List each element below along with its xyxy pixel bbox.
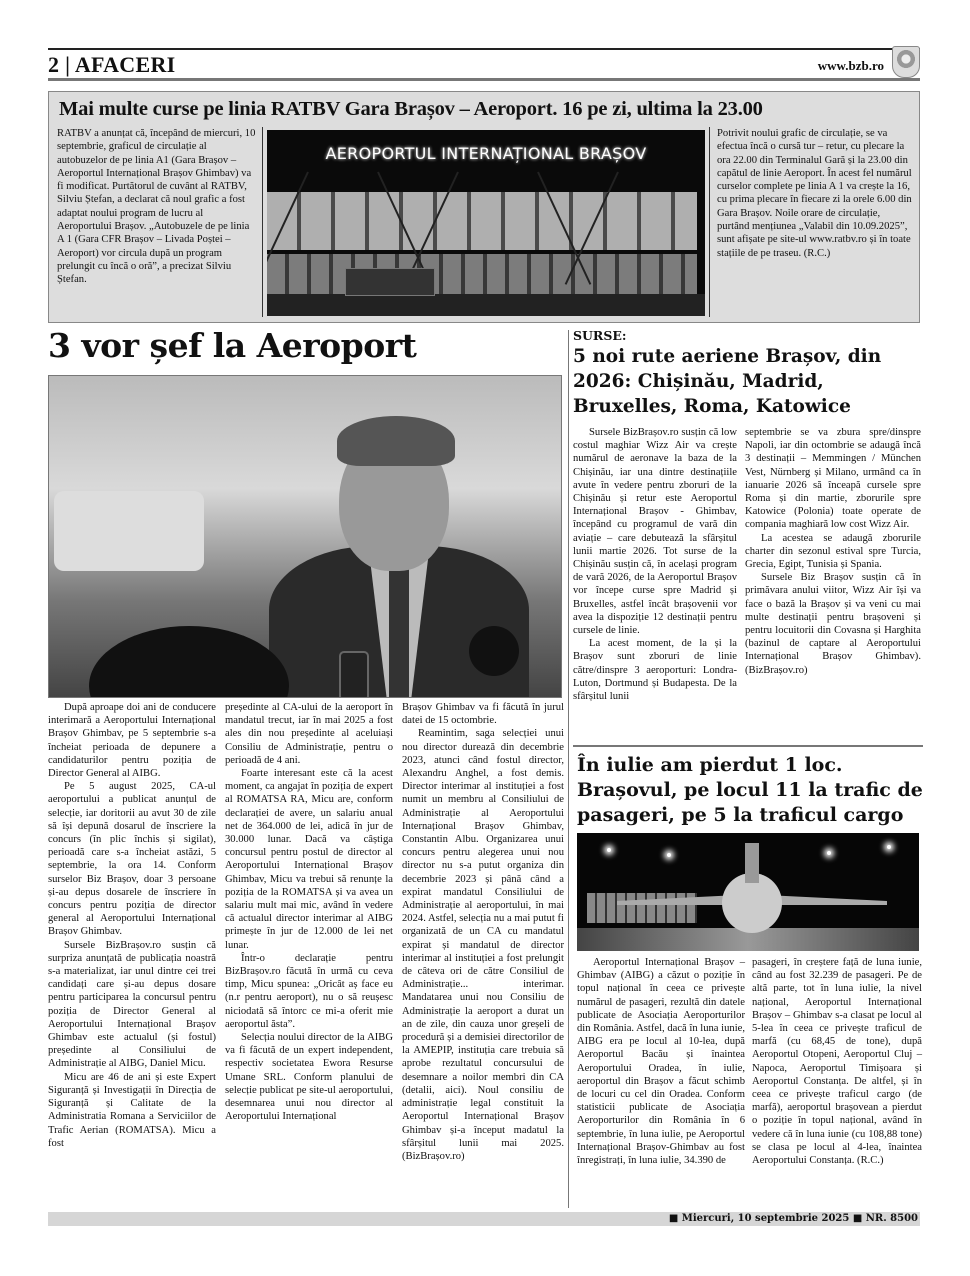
- routes-article-title: 5 noi rute aeriene Brașov, din 2026: Chișinău, Madrid, Bruxelles, Roma, Katowice: [573, 346, 882, 417]
- paragraph: septembrie se va zbura spre/dinspre Napoli, iar din octombrie se adaugă încă 3 destinații – Memmingen / München Vest, Nürnberg și Milano, urmând ca în ianuarie 2026 să înceapă cursele spre Roma și din martie, zborurile spre Katowice (Polonia) toate operate de compania maghiară low cost Wizz Air.: [745, 427, 921, 531]
- floodlight: [887, 845, 891, 849]
- column-divider: [568, 330, 569, 1208]
- person-tie: [389, 561, 409, 698]
- reporter-head: [89, 626, 289, 698]
- paragraph: Sursele BizBrașov.ro susțin că surpriza anunțată de publicația noastră s-a materializat, iar unul dintre cei trei candidați care și-au depus dosare pentru participarea la concursul pentru poziția de Director General al Aeroportului Internațional Brașov Ghimbav este actualul (și fostul) președinte al Consiliului de Administrație al AIBG, Daniel Micu.: [48, 939, 216, 1070]
- paragraph: președinte al CA-ului de la aeroport în mandatul trecut, iar în mai 2025 a fost ales din nou președinte al aceluiași Consiliu de Administrație, pentru o perioadă de 4 ani.: [225, 702, 393, 766]
- airplane-tail: [745, 843, 759, 883]
- paragraph: La acestea se adaugă zborurile charter din sezonul estival spre Turcia, Grecia, Egipt, Tunisia și Spania.: [745, 532, 921, 571]
- main-article-column-3: [402, 701, 564, 1163]
- ratbv-article-left-text: RATBV a anunțat că, începând de miercuri, 10 septembrie, graficul de circulație al autobuzelor de pe linia A1 (Gara Brașov – Aeroportul Internațional Brașov Ghimbav) va fi modificat. Purtătorul de cuvânt al RATBV, Silviu Ștefan, a declarat că noul grafic a fost adaptat noului program de lucru al Aeroportului Brașov. „Autobuzele de pe linia A 1 (Gara CFR Brașov – Livada Poștei – Aeroport) vor circula după un program prelungit cu încă o oră”, a precizat Silviu Ștefan.: [57, 127, 263, 317]
- floodlight: [607, 848, 611, 852]
- floodlight: [827, 851, 831, 855]
- airport-terminal-photo: [267, 130, 705, 316]
- paragraph: Micu are 46 de ani și este Expert Siguranță și Investigații în Direcția de Siguranță și Calitate de la Administratia Romana a Serviciilor de Trafic Aerian (ROMATSA). Micu a fost: [48, 1071, 216, 1149]
- paragraph: Brașov Ghimbav va fi făcută în jurul datei de 15 octombrie.: [402, 702, 564, 727]
- website-link[interactable]: www.bzb.ro: [817, 58, 884, 73]
- terminal-facade-lower: [267, 254, 697, 294]
- coat-of-arms-icon: [892, 46, 920, 78]
- micu-interview-photo: [48, 375, 562, 698]
- terminal-facade: [267, 192, 697, 250]
- main-article-title: 3 vor șef la Aeroport: [48, 326, 417, 365]
- traffic-article-title: În iulie am pierdut 1 loc. Brașovul, pe locul 11 la trafic de pasageri, pe 5 la traficul cargo: [577, 754, 923, 826]
- traffic-column-1: [577, 956, 745, 1167]
- phone-recorder: [339, 651, 369, 698]
- page-header: [48, 52, 920, 78]
- terminal-building: [587, 893, 697, 923]
- paragraph: La acest moment, de la și la Brașov sunt zboruri de linie către/dinspre 3 aeroporturi: Londra-Luton, Dortmund și Budapesta. De la sfârșitul lunii: [573, 638, 737, 703]
- road: [267, 294, 705, 316]
- bus: [345, 268, 435, 296]
- section-label: 2 | AFACERI: [48, 52, 176, 77]
- microphone-icon: [469, 626, 519, 676]
- paragraph: Pe 5 august 2025, CA-ul aeroportului a publicat anunțul de selecție, iar doritorii au avut 30 de zile să își depună dosarul de înscriere la concurs (în plic închis și sigilat), perioadă care s-a încheiat astăzi, 5 septembrie, la ora 14. Conform surselor Biz Brașov, doar 3 persoane și-au depus dosarele de înscriere în concurs pentru poziția de director general al Aeroportului Internațional Brașov Ghimbav.: [48, 781, 216, 938]
- paragraph: Sursele BizBrașov.ro susțin că low costul maghiar Wizz Air va crește numărul de aeronave la baza de la Chișinău, iar una dintre destinațiile avute în vedere pentru zboruri de la Chișinău și retur este Aeroportul Internațional Brașov - Ghimbav, începând cu programul de vară din aviație – care debutează la sfârșitul lunii martie 2026. Tot surse de la Chișinău susțin că, în același program de vară 2026, de la Aeroportul Brașov vor începe curse spre Madrid și Bruxelles, astfel încât brașovenii vor avea la dispoziție 12 destinații pentru cursele de linie.: [573, 427, 737, 637]
- main-article-column-1: [48, 701, 216, 1150]
- routes-column-1: [573, 426, 737, 703]
- issue-date-number: ■ Miercuri, 10 septembrie 2025 ■ NR. 8500: [668, 1213, 918, 1224]
- page-footer: [48, 1212, 920, 1226]
- ratbv-article-title: Mai multe curse pe linia RATBV Gara Brașov – Aeroport. 16 pe zi, ultima la 23.00: [59, 98, 763, 120]
- routes-kicker: SURSE:: [573, 328, 627, 343]
- background-vehicle: [54, 491, 204, 571]
- airplane-night-photo: [577, 833, 919, 951]
- section-divider: [573, 745, 923, 747]
- top-rule: [48, 48, 920, 50]
- paragraph: Reamintim, saga selecției unui nou director durează din decembrie 2023, atunci când fostul director, Alexandru Anghel, a fost demis. Director interimar al instituției a fost numit un membru al Consiliului de Administrație al Aeroportului Internațional Brașov Ghimbav, Constantin Albu. Organizarea unui concurs pentru alegerea unui nou director nu s-a putut organiza din decembrie 2023 și până când a expirat mandatul Consiliului de Administrație al aeroportului, în mai 2024. Astfel, selecția nu a mai putut fi organizată de un CA cu mandatul expirat și mandatul de director interimar al instituției a fost prelungit de câteva ori de către Consiliul de Administrație... interimar. Mandatarea unui nou Consiliu de Administrație la aeroport a durat un an de zile, din cauza unor greșeli de procedură și a demisiei directorilor de la AMEPIP, instituția care trebuia să aprobe rezultatul concursului de desemnare a noilor membri din CA (detalii, aici). Noul consiliu de administrație legal constituit la Aeroportul Internațional Brașov Ghimbav și-a început madatul la sfârșitul lunii mai 2025. (BizBrașov.ro): [402, 728, 564, 1162]
- paragraph: După aproape doi ani de conducere interimară a Aeroportului Internațional Brașov Ghimbav, pe 5 septembrie s-a încheiat perioada de depunere a candidaturilor pentru poziția de Director General al AIBG.: [48, 702, 216, 780]
- routes-column-2: [745, 426, 921, 677]
- paragraph: Într-o declarație pentru BizBrașov.ro făcută în urmă cu ceva timp, Micu spunea: „Oricât aș face eu (n.r pentru aeroport), nu o să reușesc niciodată să întorc ce mi-a oferit mie aeroportul ăsta”.: [225, 952, 393, 1030]
- traffic-column-2: [752, 956, 922, 1167]
- paragraph: Aeroportul Internațional Brașov – Ghimbav (AIBG) a căzut o poziție în topul național în ceea ce privește numărul de pasageri, rezultă din datele publicate de Asociația Aeroporturilor din România. Astfel, dacă în luna iunie, AIBG era pe locul al 10-lea, după Aeroportul Bacău și înaintea Aeroportului Oradea, în iulie, aeroportul din Brașov a făcut schimb de locuri cu cel din Oradea. Conform statisticii publicate de Asociația Aeroporturilor din România în 6 septembrie, în luna iulie, pe Aeroportul Internațional Brașov-Ghimbav au fost înregistrați, în luna iulie, 34.390 de: [577, 957, 745, 1167]
- header-rule: [48, 78, 920, 81]
- ratbv-article-box: [48, 91, 920, 323]
- terminal-sign: AEROPORTUL INTERNAȚIONAL BRAȘOV: [325, 144, 647, 163]
- paragraph: Foarte interesant este că la acest moment, ca angajat în poziția de expert al ROMATSA RA, Micu are, conform declarației de avere, un salariu anual net de 364.000 de lei, adică în jur de 30.000 lunar. Dacă va câștiga concursul pentru postul de director al Aeroportului Internațional Brașov Ghimbav, Micu va trebui să renunțe la poziția de la ROMATSA și va avea un salariu mult mai mic, având în vedere că actualul director interimar al AIBG primește în jur de 12.000 de lei net lunar.: [225, 768, 393, 951]
- main-article-column-2: [225, 701, 393, 1124]
- person-hair: [337, 416, 455, 466]
- paragraph: Selecția noului director de la AIBG va fi făcută de un expert independent, respectiv societatea Ewora Resurse Umane SRL. Conform planului de selecție publicat pe site-ul aeroportului, desemnarea unui nou director al Aeroportului Internațional: [225, 1032, 393, 1123]
- paragraph: Sursele Biz Brașov susțin că în primăvara anului viitor, Wizz Air își va face o bază la Brașov și va veni cu mai multe destinații pentru brașoveni și pentru locuitorii din Covasna și Harghita (bazinul de captare al Aeroportului Internațional Brașov Ghimbav). (BizBrașov.ro): [745, 572, 921, 676]
- floodlight: [667, 853, 671, 857]
- ratbv-article-right-text: Potrivit noului grafic de circulație, se va efectua încă o cursă tur – retur, cu plecare la ora 22.00 din Terminalul Gară și la 23.00 din capătul de linie Aeroport. În acest fel numărul curselor complete pe linia A 1 va crește la 16, cu prima plecare în fiecare zi la orele 6.00 din Gara Brașov. Noile orare de circulație, purtând mențiunea „Valabil din 10.09.2025”, sunt afișate pe site-ul www.ratbv.ro și în toate stațiile de pe traseu. (R.C.): [709, 127, 915, 317]
- paragraph: pasageri, în creștere față de luna iunie, când au fost 32.239 de pasageri. Pe de altă parte, tot în luna iulie, la nivel național, Aeroportul Internațional Brașov – Ghimbav s-a clasat pe locul al 5-lea în ceea ce privește traficul de marfă (cu 68,45 de tone), după Aeroportul Otopeni, Aeroportul Cluj – Napoca, Aeroportul Timișoara și Aeroportul Constanța. De altfel, și în ceea ce privește traficul cargo (de marfă), aeroportul brașovean a pierdut o poziție în topul național, având în vedere că în luna iunie (cu 108,88 tone) se clasa pe locul al 4-lea, înaintea Aeroportului Constanța. (R.C.): [752, 957, 922, 1167]
